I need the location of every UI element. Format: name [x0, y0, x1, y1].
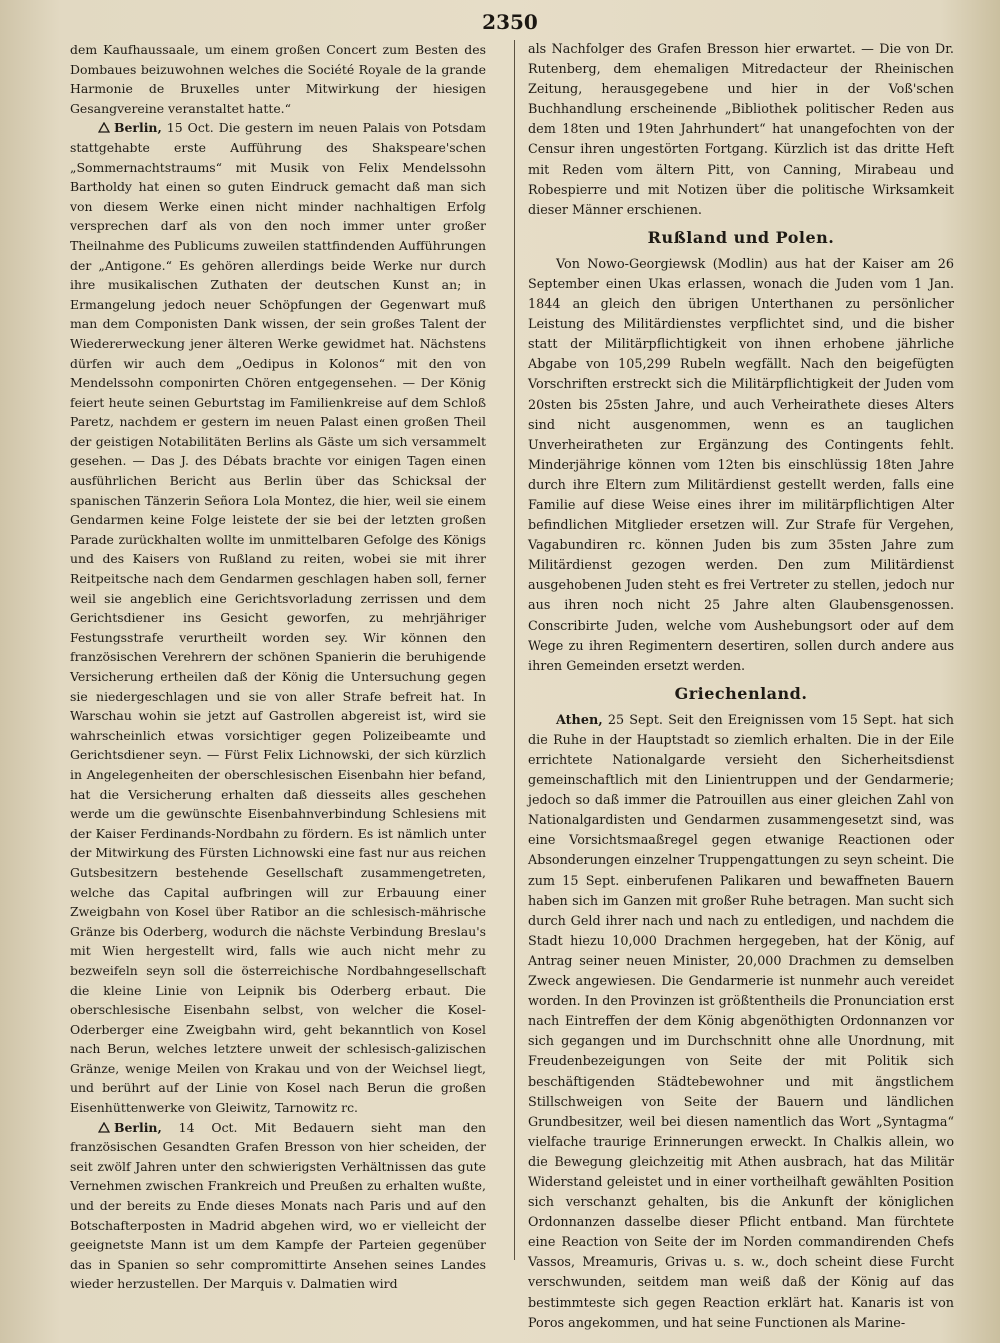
article-body: 14 Oct. Mit Bedauern sieht man den französischen Gesandten Grafen Bresson von hier scheiden, der seit zwölf Jahren unter den schwierigsten Verhältnissen das gute Vernehmen zwischen Frankreich und Preußen zu erhalten wußte, und der bereits zu Ende dieses Monats nach Paris und auf den Botschafterposten in Madrid abgehen wird, wo er vielleicht der geeignetste Mann ist um dem Kampfe der Parteien gegenüber das in Spanien so sehr compromittirte Ansehen seines Landes wieder herzustellen. Der Marquis v. Dalmatien wird — [70, 1119, 486, 1292]
article-athen — [528, 711, 954, 1334]
dateline: Athen, — [556, 712, 603, 728]
article-berlin-15-oct — [70, 118, 486, 1117]
article-body: 15 Oct. Die gestern im neuen Palais von Potsdam stattgehabte erste Aufführung des Shakspeare'schen „Sommernachtstraums“ mit Musik von Felix Mendelssohn Bartholdy hat einen so guten Eindruck gemacht daß man sich von diesem Werke einen nicht minder nachhaltigen Erfolg versprechen darf als von den noch immer unter großer Theilnahme des Publicums zuweilen stattfindenden Aufführungen der „Antigone.“ Es gehören allerdings beide Werke nur durch ihre musikalischen Zuthaten der deutschen Kunst an; in Ermangelung jedoch neuer Schöpfungen der Gegenwart muß man dem Componisten Dank wissen, der sein großes Talent der Wiedererweckung jener älteren Werke gewidmet hat. Nächstens dürfen wir auch dem „Oedipus in Kolonos“ mit den von Mendelssohn componirten Chören entgegensehen. — Der König feiert heute seinen Geburtstag im Familienkreise auf dem Schloß Paretz, nachdem er gestern im neuen Palast einen großen Theil der geistigen Notabilitäten Berlins als Gäste um sich versammelt gesehen. — Das J. des Débats brachte vor einigen Tagen einen ausführlichen Bericht aus Berlin über das Schicksal der spanischen Tänzerin Señora Lola Montez, die hier, weil sie einem Gendarmen keine Folge leistete der sie bei der letzten großen Parade zurückhalten wollte im unmittelbaren Gefolge des Königs und des Kaisers von Rußland zu reiten, wobei sie mit ihrer Reitpeitsche nach dem Gendarmen geschlagen haben soll, ferner weil sie angeblich eine Gerichtsvorladung zerrissen und dem Gerichtsdiener ins Gesicht geworfen, zu mehrjähriger Festungsstrafe verurtheilt worden sey. Wir können den französischen Verehrern der schönen Spanierin die beruhigende Versicherung ertheilen daß der König die Untersuchung gegen sie niedergeschlagen und sie von aller Strafe befreit hat. In Warschau wohin sie jetzt auf Gastrollen abgereist ist, wird sie wahrscheinlich etwas vorsichtiger gegen Polizeibeamte und Gerichtsdiener seyn. — Fürst Felix Lichnowski, der sich kürzlich in Angelegenheiten der oberschlesischen Eisenbahn hier befand, hat die Versicherung erhalten daß diesseits alles geschehen werde um die gewünschte Eisenbahnverbindung Schlesiens mit der Kaiser Ferdinands-Nordbahn zu fördern. Es ist nämlich unter der Mitwirkung des Fürsten Lichnowski eine fast nur aus reichen Gutsbesitzern bestehende Gesellschaft zusammengetreten, welche das Capital aufbringen will zur Erbauung einer Zweigbahn von Kosel über Ratibor an die schlesisch-mährische Gränze bis Oderberg, wodurch die nächste Verbindung Breslau's mit Wien hergestellt wird, falls wie auch nicht mehr zu bezweifeln seyn soll die österreichische Nordbahngesellschaft die kleine Linie von Leipnik bis Oderberg erbaut. Die oberschlesische Eisenbahn selbst, von welcher die Kosel-Oderberger eine Zweigbahn wird, geht bekanntlich von Kosel nach Berun, welches letztere unweit der schlesisch-galizischen Gränze, wenige Meilen von Krakau und von der Weichsel liegt, und berührt auf der Linie von Kosel nach Berun die großen Eisenhüttenwerke von Gleiwitz, Tarnowitz rc. — [70, 120, 486, 1116]
page-number: 2350 — [482, 10, 538, 34]
triangle-icon — [98, 1122, 110, 1133]
dateline: Berlin, — [114, 120, 162, 136]
left-column — [70, 40, 486, 1294]
article-continuation: dem Kaufhaussaale, um einem großen Concert zum Besten des Dombaues beizuwohnen welches die Société Royale de la grande Harmonie de Bruxelles unter Mitwirkung der hiesigen Gesangvereine veranstaltet hatte.“ — [70, 42, 486, 116]
triangle-icon — [98, 122, 110, 133]
article-continuation: als Nachfolger des Grafen Bresson hier erwartet. — Die von Dr. Rutenberg, dem ehemaligen Mitredacteur der Rheinischen Zeitung, herausgegebene und hier in der Voß'schen Buchhandlung erscheinende „Bibliothek politischer Reden aus dem 18ten und 19ten Jahrhundert“ hat unangefochten von der Censur ihren ungestörten Fortgang. Kürzlich ist das dritte Heft mit Reden vom ältern Pitt, von Canning, Mirabeau und Robespierre und mit Notizen über die politische Wirksamkeit dieser Männer erschienen. — [528, 42, 954, 218]
section-heading-griechenland: Griechenland. — [674, 683, 808, 703]
article-russland: Von Nowo-Georgiewsk (Modlin) aus hat der Kaiser am 26 September einen Ukas erlassen, wonach die Juden vom 1 Jan. 1844 an gleich den übrigen Unterthanen zu persönlicher Leistung des Militärdienstes verpflichtet sind, und die bisher statt der Militärpflichtigkeit von ihnen erhobene jährliche Abgabe von 105,299 Rubeln wegfällt. Nach den beigefügten Vorschriften erstreckt sich die Militärpflichtigkeit der Juden vom 20sten bis 25sten Jahre, und auch Verheirathete dieses Alters sind nicht ausgenommen, wenn es an tauglichen Unverheiratheten zur Ergänzung des Contingents fehlt. Minderjährige können vom 12ten bis einschlüssig 18ten Jahre durch ihre Eltern zum Militärdienst gestellt werden, falls eine Familie auf diese Weise eines ihrer im militärpflichtigen Alter befindlichen Mitglieder ersetzen will. Zur Strafe für Vergehen, Vagabundiren rc. können Juden bis zum 35sten Jahre zum Militärdienst gezogen werden. Den zum Militärdienst ausgehobenen Juden steht es frei Vertreter zu stellen, jedoch nur aus ihren noch nicht 25 Jahre alten Glaubensgenossen. Conscribirte Juden, welche vom Aushebungsort oder auf dem Wege zu ihren Regimentern desertiren, sollen durch andere aus ihren Gemeinden ersetzt werden. — [528, 256, 954, 674]
article-body: 25 Sept. Seit den Ereignissen vom 15 Sept. hat sich die Ruhe in der Hauptstadt so ziemlich erhalten. Die in der Eile errichtete Nationalgarde versieht den Sicherheitsdienst gemeinschaftlich mit den Linientruppen und der Gendarmerie; jedoch so daß immer die Patrouillen aus einer gleichen Zahl von Nationalgardisten und Gendarmen zusammengesetzt sind, was eine Vorsichtsmaaßregel gegen etwanige Reactionen oder Absonderungen einzelner Truppengattungen zu seyn scheint. Die zum 15 Sept. einberufenen Palikaren und bewaffneten Bauern haben sich im Ganzen mit großer Ruhe betragen. Man sucht sich durch Geld ihrer nach und nach zu entledigen, und nachdem die Stadt hiezu 10,000 Drachmen hergegeben, hat der König, auf Antrag seiner neuen Minister, 20,000 Drachmen zu demselben Zweck angewiesen. Die Gendarmerie ist nunmehr auch vereidet worden. In den Provinzen ist größtentheils die Pronunciation erst nach Eintreffen der dem König abgenöthigten Ordonnanzen vor sich gegangen und im Durchschnitt ohne alle Unordnung, mit Freudenbezeigungen von Seite der mit Politik sich beschäftigenden Städtebewohner und mit ängstlichem Stillschweigen von Seite der Bauern und ländlichen Grundbesitzer, weil bei diesen namentlich das Wort „Syntagma“ vielfache traurige Erinnerungen erweckt. In Chalkis allein, wo die Bewegung gleichzeitig mit Athen ausbrach, hat das Militär Widerstand geleistet und in einer vortheilhaft gewählten Position sich verschanzt gehalten, bis die Ankunft der königlichen Ordonnanzen dasselbe dieser Pflicht entband. Man fürchtete eine Reaction von Seite der im Norden commandirenden Chefs Vassos, Mreamuris, Grivas u. s. w., doch scheint diese Furcht verschwunden, seitdem man weiß daß der König auf das bestimmteste sich gegen Reaction erklärt hat. Kanaris ist von Poros angekommen, und hat seine Functionen als Marine- — [528, 712, 954, 1331]
column-divider — [514, 40, 515, 1260]
right-column — [528, 40, 954, 1334]
section-heading-russland: Rußland und Polen. — [647, 227, 835, 247]
dateline: Berlin, — [114, 1119, 162, 1135]
article-berlin-14-oct — [70, 1118, 486, 1294]
